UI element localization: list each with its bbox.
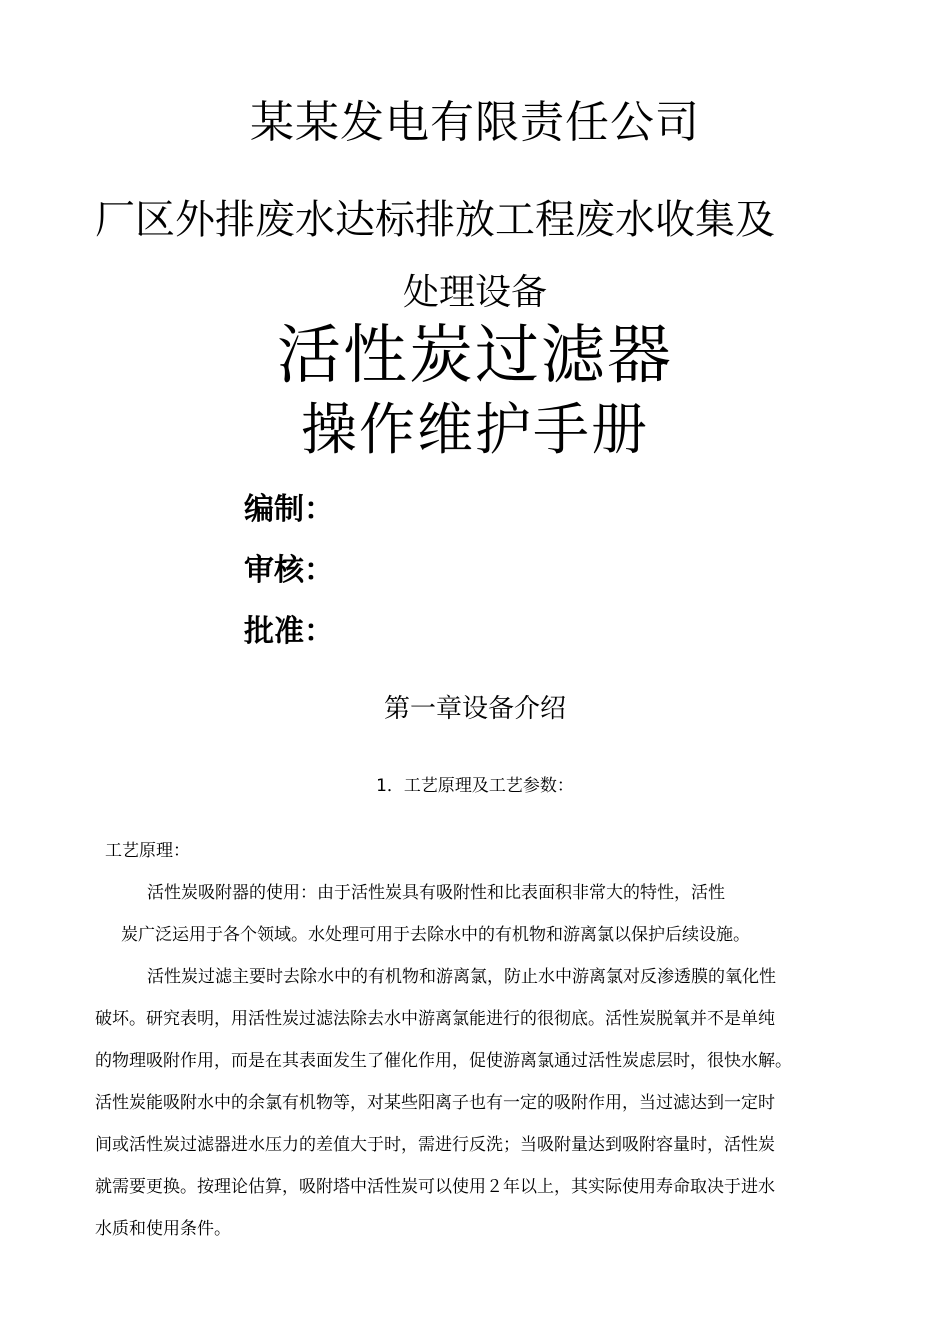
review-label: 审核： xyxy=(244,553,334,588)
project-title-line1: 厂区外排废水达标排放工程废水收集及 xyxy=(95,197,775,243)
manual-title: 操作维护手册 xyxy=(301,398,649,463)
subsection-heading: 工艺原理： xyxy=(105,841,190,861)
compile-label: 编制： xyxy=(244,492,334,527)
chapter-title: 第一章设备介绍 xyxy=(383,694,566,724)
section-heading: 1．工艺原理及工艺参数： xyxy=(376,776,574,796)
paragraph-line: 破坏。研究表明，用活性炭过滤法除去水中游离氯能进行的很彻底。活性炭脱氧并不是单纯 xyxy=(95,1009,775,1029)
paragraph-line: 水质和使用条件。 xyxy=(95,1219,231,1239)
paragraph-line: 活性炭过滤主要时去除水中的有机物和游离氯，防止水中游离氯对反渗透膜的氧化性 xyxy=(147,967,776,987)
paragraph-line: 间或活性炭过滤器进水压力的差值大于时，需进行反洗；当吸附量达到吸附容量时，活性炭 xyxy=(95,1135,775,1155)
paragraph-line: 炭广泛运用于各个领域。水处理可用于去除水中的有机物和游离氯以保护后续设施。 xyxy=(121,925,750,945)
approve-label: 批准： xyxy=(244,614,334,649)
paragraph-line: 活性炭能吸附水中的余氯有机物等，对某些阳离子也有一定的吸附作用，当过滤达到一定时 xyxy=(95,1093,775,1113)
paragraph-line: 的物理吸附作用，而是在其表面发生了催化作用，促使游离氯通过活性炭虑层时，很快水解。 xyxy=(95,1051,792,1071)
equipment-title: 活性炭过滤器 xyxy=(277,319,673,393)
paragraph-line: 活性炭吸附器的使用：由于活性炭具有吸附性和比表面积非常大的特性，活性 xyxy=(147,883,725,903)
company-name: 某某发电有限责任公司 xyxy=(250,97,700,148)
paragraph-line: 就需要更换。按理论估算，吸附塔中活性炭可以使用２年以上，其实际使用寿命取决于进水 xyxy=(95,1177,775,1197)
project-title-line2: 处理设备 xyxy=(402,272,547,313)
